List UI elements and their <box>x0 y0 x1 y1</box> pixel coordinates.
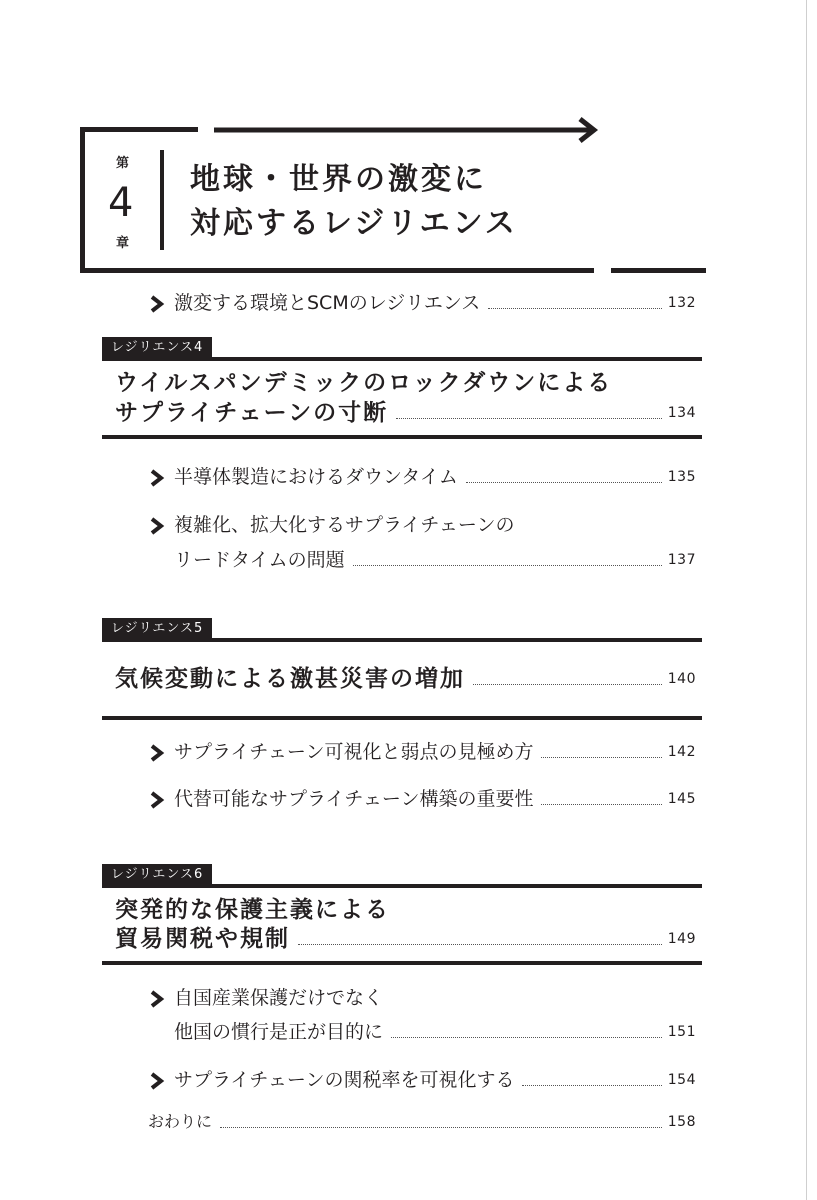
chevron-right-icon <box>148 784 174 814</box>
section-bottom-rule <box>102 435 702 439</box>
chapter-title-line1: 地球・世界の激変に <box>190 162 487 197</box>
toc-section-entry[interactable] <box>115 398 696 428</box>
leader-dots <box>353 565 662 566</box>
leader-dots <box>473 684 662 685</box>
toc-entry-title: 自国産業保護だけでなく <box>174 987 384 1009</box>
chapter-title-line2: 対応するレジリエンス <box>190 206 518 241</box>
toc-entry-title: 激変する環境とSCMのレジリエンス <box>174 292 481 314</box>
section-title-line2: 貿易関税や規制 <box>115 926 290 952</box>
toc-entry[interactable] <box>148 737 696 767</box>
chevron-right-icon <box>148 288 174 318</box>
toc-entry-closing[interactable] <box>148 1107 696 1137</box>
toc-entry-intro[interactable] <box>148 288 696 318</box>
leader-dots <box>391 1037 662 1038</box>
chapter-label-bottom: 章 <box>116 236 130 251</box>
chevron-right-icon <box>148 983 174 1013</box>
leader-dots <box>541 804 661 805</box>
arrow-right-icon <box>212 115 602 145</box>
page-number: 134 <box>667 405 696 421</box>
toc-entry[interactable] <box>148 784 696 814</box>
toc-entry-title: 複雑化、拡大化するサプライチェーンの <box>174 514 515 536</box>
chapter-label-top: 第 <box>116 156 130 171</box>
page-edge-line <box>806 0 807 1200</box>
section-top-rule <box>102 638 702 642</box>
toc-entry-title-cont: 他国の慣行是正が目的に <box>174 1021 384 1043</box>
section-bottom-rule <box>102 716 702 720</box>
page-number: 154 <box>667 1072 696 1088</box>
toc-entry-title: サプライチェーンの関税率を可視化する <box>174 1069 515 1091</box>
section-title-line1: ウイルスパンデミックのロックダウンによる <box>115 370 613 396</box>
section-tag: レジリエンス5 <box>102 618 212 640</box>
toc-entry-line1[interactable] <box>148 983 696 1013</box>
section-top-rule <box>102 884 702 888</box>
chevron-right-icon <box>148 737 174 767</box>
frame-bottom-right <box>611 268 706 273</box>
page-number: 137 <box>667 552 696 568</box>
toc-entry-title: 代替可能なサプライチェーン構築の重要性 <box>174 788 534 810</box>
leader-dots <box>220 1127 662 1128</box>
section-bottom-rule <box>102 961 702 965</box>
chevron-right-icon <box>148 1065 174 1095</box>
frame-bottom <box>80 268 594 273</box>
section-title-line1: 突発的な保護主義による <box>115 897 390 923</box>
page-number: 140 <box>667 671 696 687</box>
page-number: 135 <box>667 469 696 485</box>
toc-entry-line2[interactable] <box>174 545 696 575</box>
toc-section-entry[interactable] <box>115 924 696 954</box>
page-number: 149 <box>667 931 696 947</box>
chevron-right-icon <box>148 462 174 492</box>
chevron-right-icon <box>148 510 174 540</box>
leader-dots <box>541 757 661 758</box>
section-title-line2: サプライチェーンの寸断 <box>115 400 389 426</box>
leader-dots <box>466 482 662 483</box>
toc-entry-title-cont: リードタイムの問題 <box>174 549 345 571</box>
section-top-rule <box>102 357 702 361</box>
page-number: 145 <box>667 791 696 807</box>
toc-section-entry[interactable] <box>115 664 696 694</box>
toc-entry-line1[interactable] <box>148 510 696 540</box>
toc-entry[interactable] <box>148 1065 696 1095</box>
page-number: 158 <box>667 1114 696 1130</box>
frame-top-left <box>80 127 198 132</box>
leader-dots <box>522 1085 661 1086</box>
page-number: 151 <box>667 1024 696 1040</box>
toc-entry-title: おわりに <box>148 1112 213 1131</box>
leader-dots <box>298 944 662 945</box>
toc-entry[interactable] <box>148 462 696 492</box>
leader-dots <box>396 418 662 419</box>
leader-dots <box>488 308 661 309</box>
section-tag: レジリエンス6 <box>102 864 212 886</box>
frame-left <box>80 127 85 273</box>
chapter-number: 4 <box>108 180 134 226</box>
chapter-divider <box>160 150 164 250</box>
toc-entry-title: 半導体製造におけるダウンタイム <box>174 466 458 488</box>
page-number: 132 <box>667 295 696 311</box>
toc-entry-title: サプライチェーン可視化と弱点の見極め方 <box>174 741 534 763</box>
section-title-line1: 気候変動による激甚災害の増加 <box>115 666 465 692</box>
section-tag: レジリエンス4 <box>102 337 212 359</box>
toc-entry-line2[interactable] <box>174 1017 696 1047</box>
page-number: 142 <box>667 744 696 760</box>
